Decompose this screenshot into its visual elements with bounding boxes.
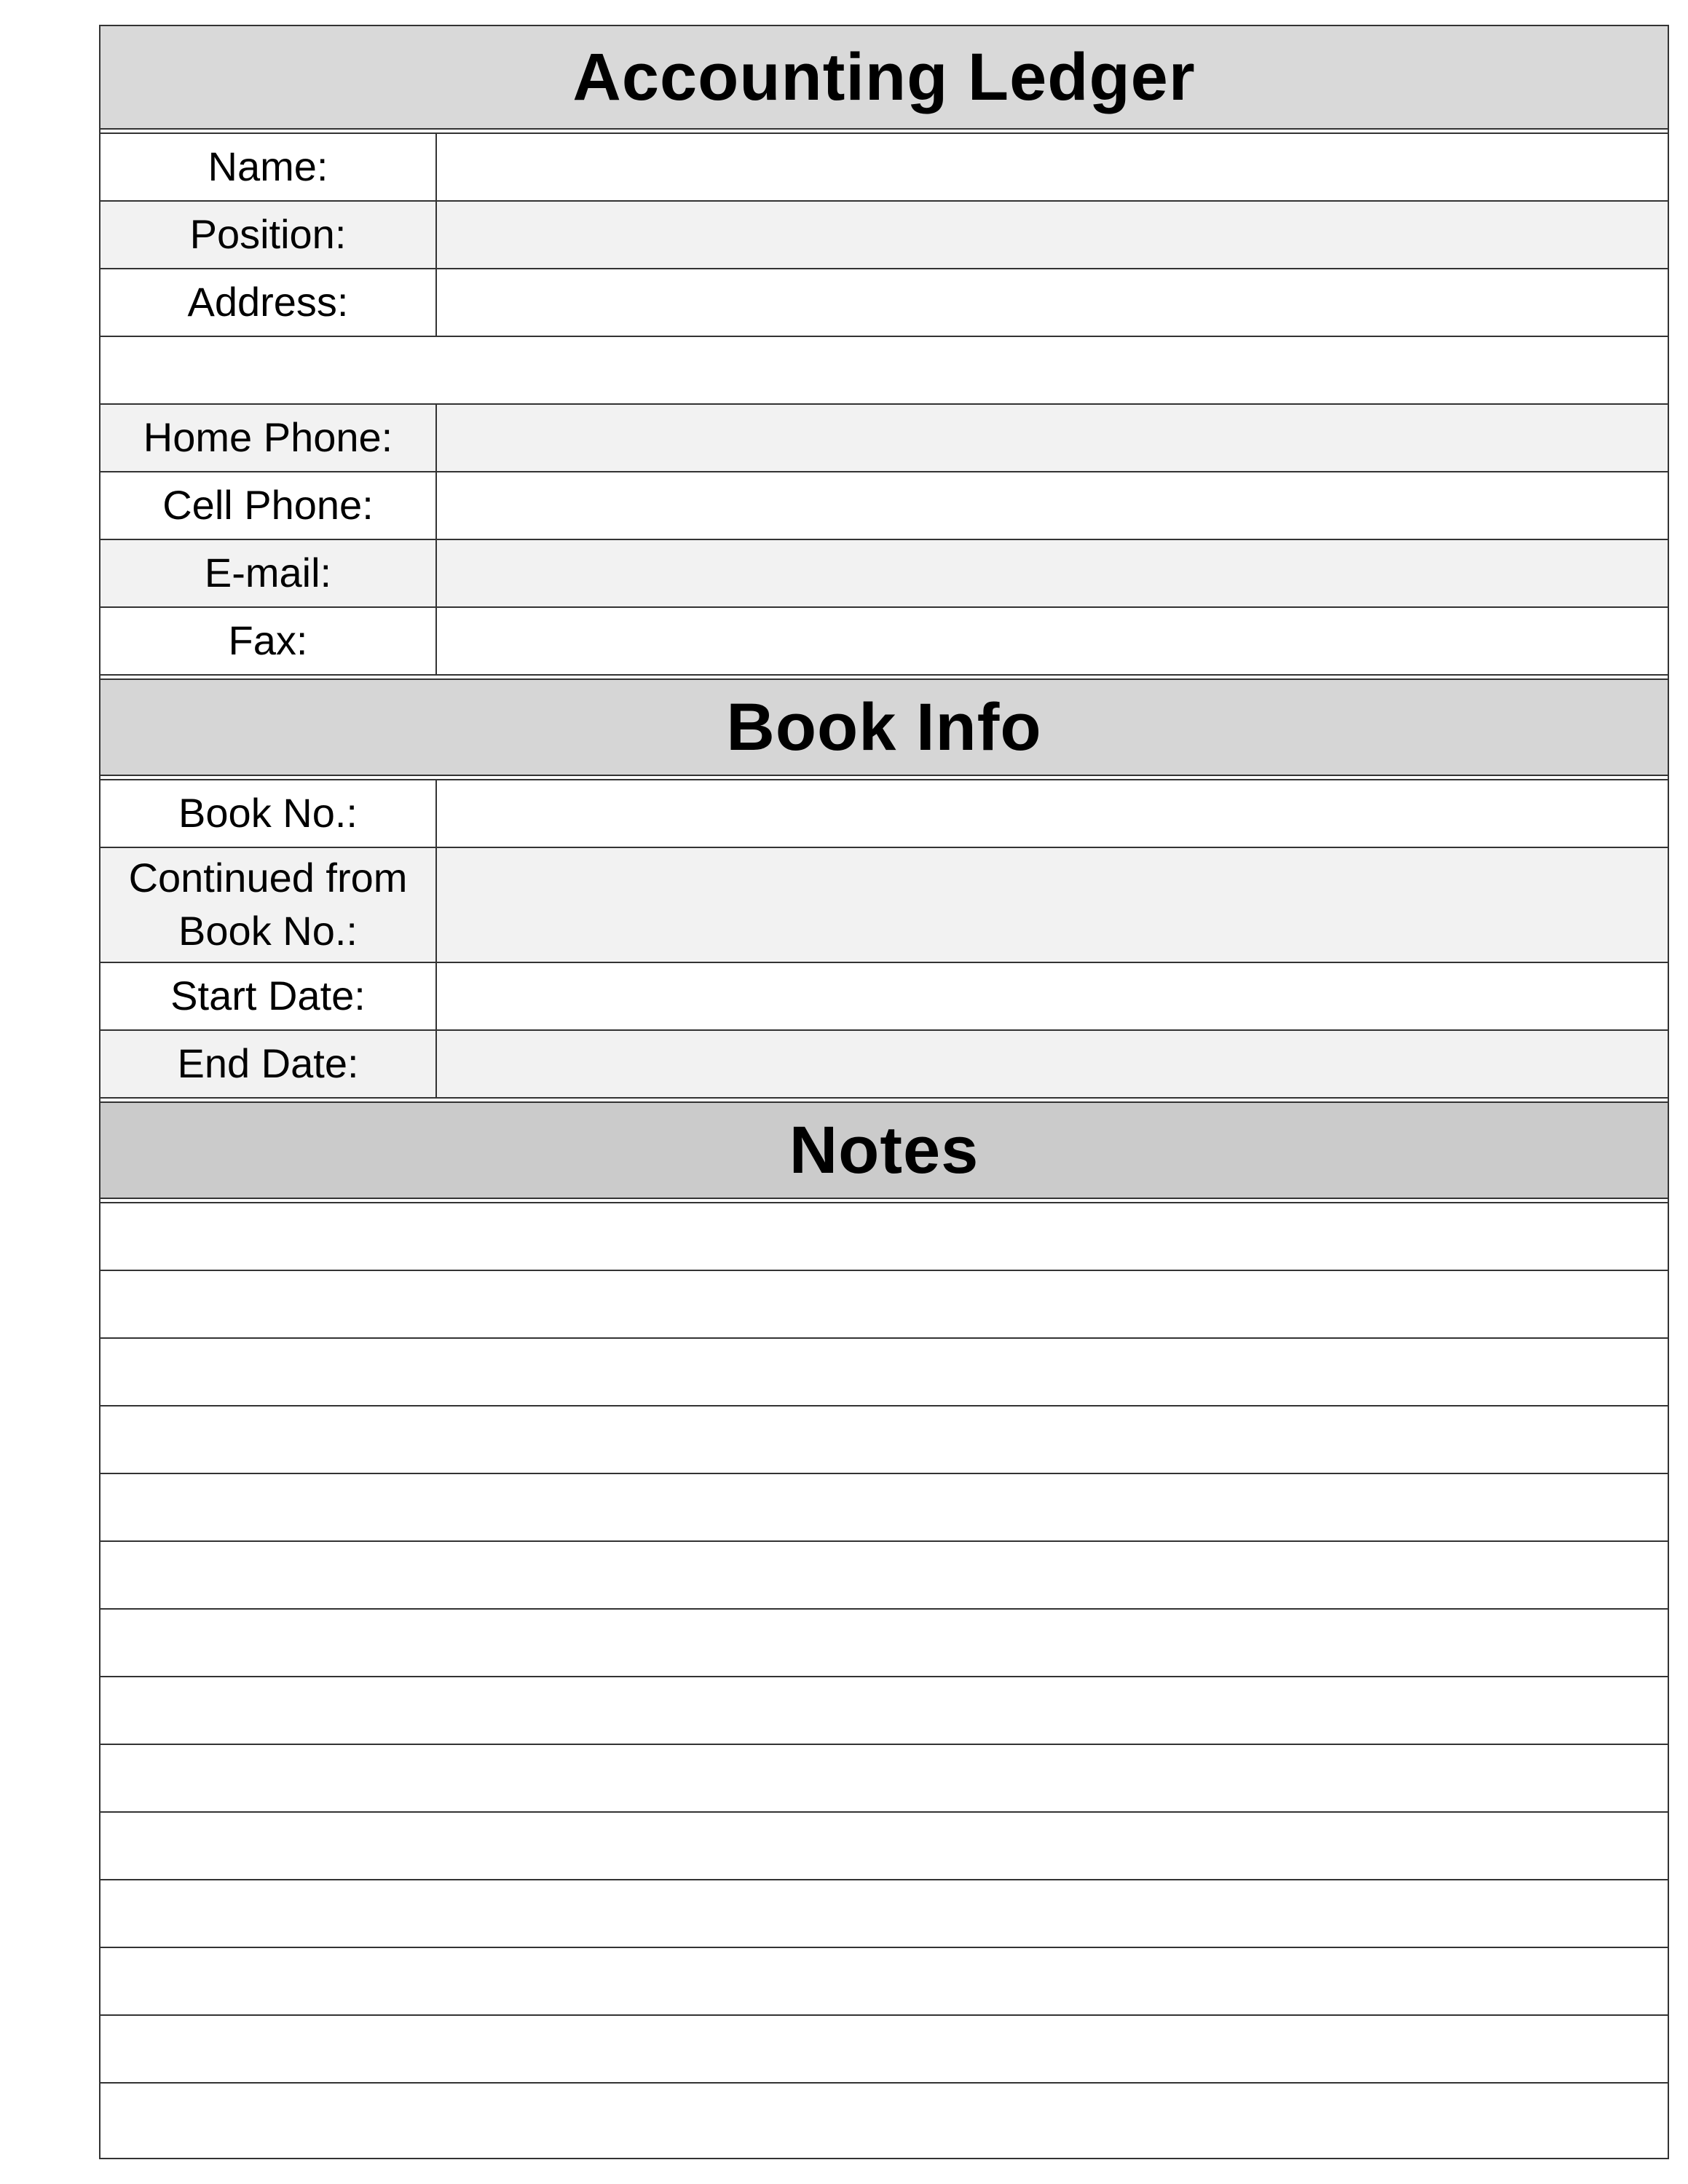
notes-line[interactable]: [100, 1947, 1668, 2014]
notes-line[interactable]: [100, 1202, 1668, 1270]
divider: [100, 1198, 1668, 1199]
divider: [100, 128, 1668, 130]
ledger-sheet: [99, 25, 1669, 2159]
field-row-start-date: [100, 962, 1668, 1029]
field-row-home-phone: [100, 403, 1668, 471]
section-heading-notes: [100, 1101, 1668, 1198]
end-date-field[interactable]: [437, 1031, 1668, 1097]
cell-phone-field[interactable]: [437, 472, 1668, 539]
page-title-text: Accounting Ledger: [572, 39, 1196, 114]
field-label-start-date: Start Date:: [100, 963, 437, 1029]
notes-line[interactable]: [100, 1405, 1668, 1473]
field-label-name: Name:: [100, 134, 437, 200]
notes-line[interactable]: [100, 1337, 1668, 1405]
address-field[interactable]: [437, 269, 1668, 336]
section-heading-book-info: [100, 678, 1668, 775]
field-label-position: Position:: [100, 202, 437, 268]
field-row-cell-phone: [100, 471, 1668, 539]
book-info-heading-text: Book Info: [726, 689, 1042, 764]
field-row-address-line-2[interactable]: [100, 336, 1668, 403]
notes-line[interactable]: [100, 1879, 1668, 1947]
field-row-end-date: [100, 1029, 1668, 1097]
field-label-book-no: Book No.:: [100, 780, 437, 847]
field-label-home-phone: Home Phone:: [100, 405, 437, 471]
field-row-name: [100, 132, 1668, 200]
field-label-end-date: End Date:: [100, 1031, 437, 1097]
divider: [100, 674, 1668, 676]
notes-line[interactable]: [100, 1744, 1668, 1811]
field-row-position: [100, 200, 1668, 268]
field-row-continued-from: [100, 847, 1668, 962]
name-field[interactable]: [437, 134, 1668, 200]
continued-from-field[interactable]: [437, 848, 1668, 962]
field-label-email: E-mail:: [100, 540, 437, 606]
start-date-field[interactable]: [437, 963, 1668, 1029]
notes-line[interactable]: [100, 1473, 1668, 1540]
notes-line[interactable]: [100, 1540, 1668, 1608]
home-phone-field[interactable]: [437, 405, 1668, 471]
field-row-book-no: [100, 779, 1668, 847]
notes-line[interactable]: [100, 1608, 1668, 1676]
field-label-continued-from: Continued from Book No.:: [100, 848, 437, 962]
notes-line[interactable]: [100, 1270, 1668, 1337]
notes-line[interactable]: [100, 1811, 1668, 1879]
divider: [100, 775, 1668, 776]
email-field[interactable]: [437, 540, 1668, 606]
position-field[interactable]: [437, 202, 1668, 268]
notes-line[interactable]: [100, 2014, 1668, 2082]
book-no-field[interactable]: [437, 780, 1668, 847]
field-label-address: Address:: [100, 269, 437, 336]
field-label-fax: Fax:: [100, 608, 437, 674]
divider: [100, 1097, 1668, 1099]
notes-line[interactable]: [100, 1676, 1668, 1744]
fax-field[interactable]: [437, 608, 1668, 674]
notes-heading-text: Notes: [789, 1112, 979, 1187]
page-title: [100, 26, 1668, 128]
notes-line[interactable]: [100, 2082, 1668, 2158]
field-row-fax: [100, 606, 1668, 674]
field-row-address: [100, 268, 1668, 336]
field-label-cell-phone: Cell Phone:: [100, 472, 437, 539]
field-row-email: [100, 539, 1668, 606]
